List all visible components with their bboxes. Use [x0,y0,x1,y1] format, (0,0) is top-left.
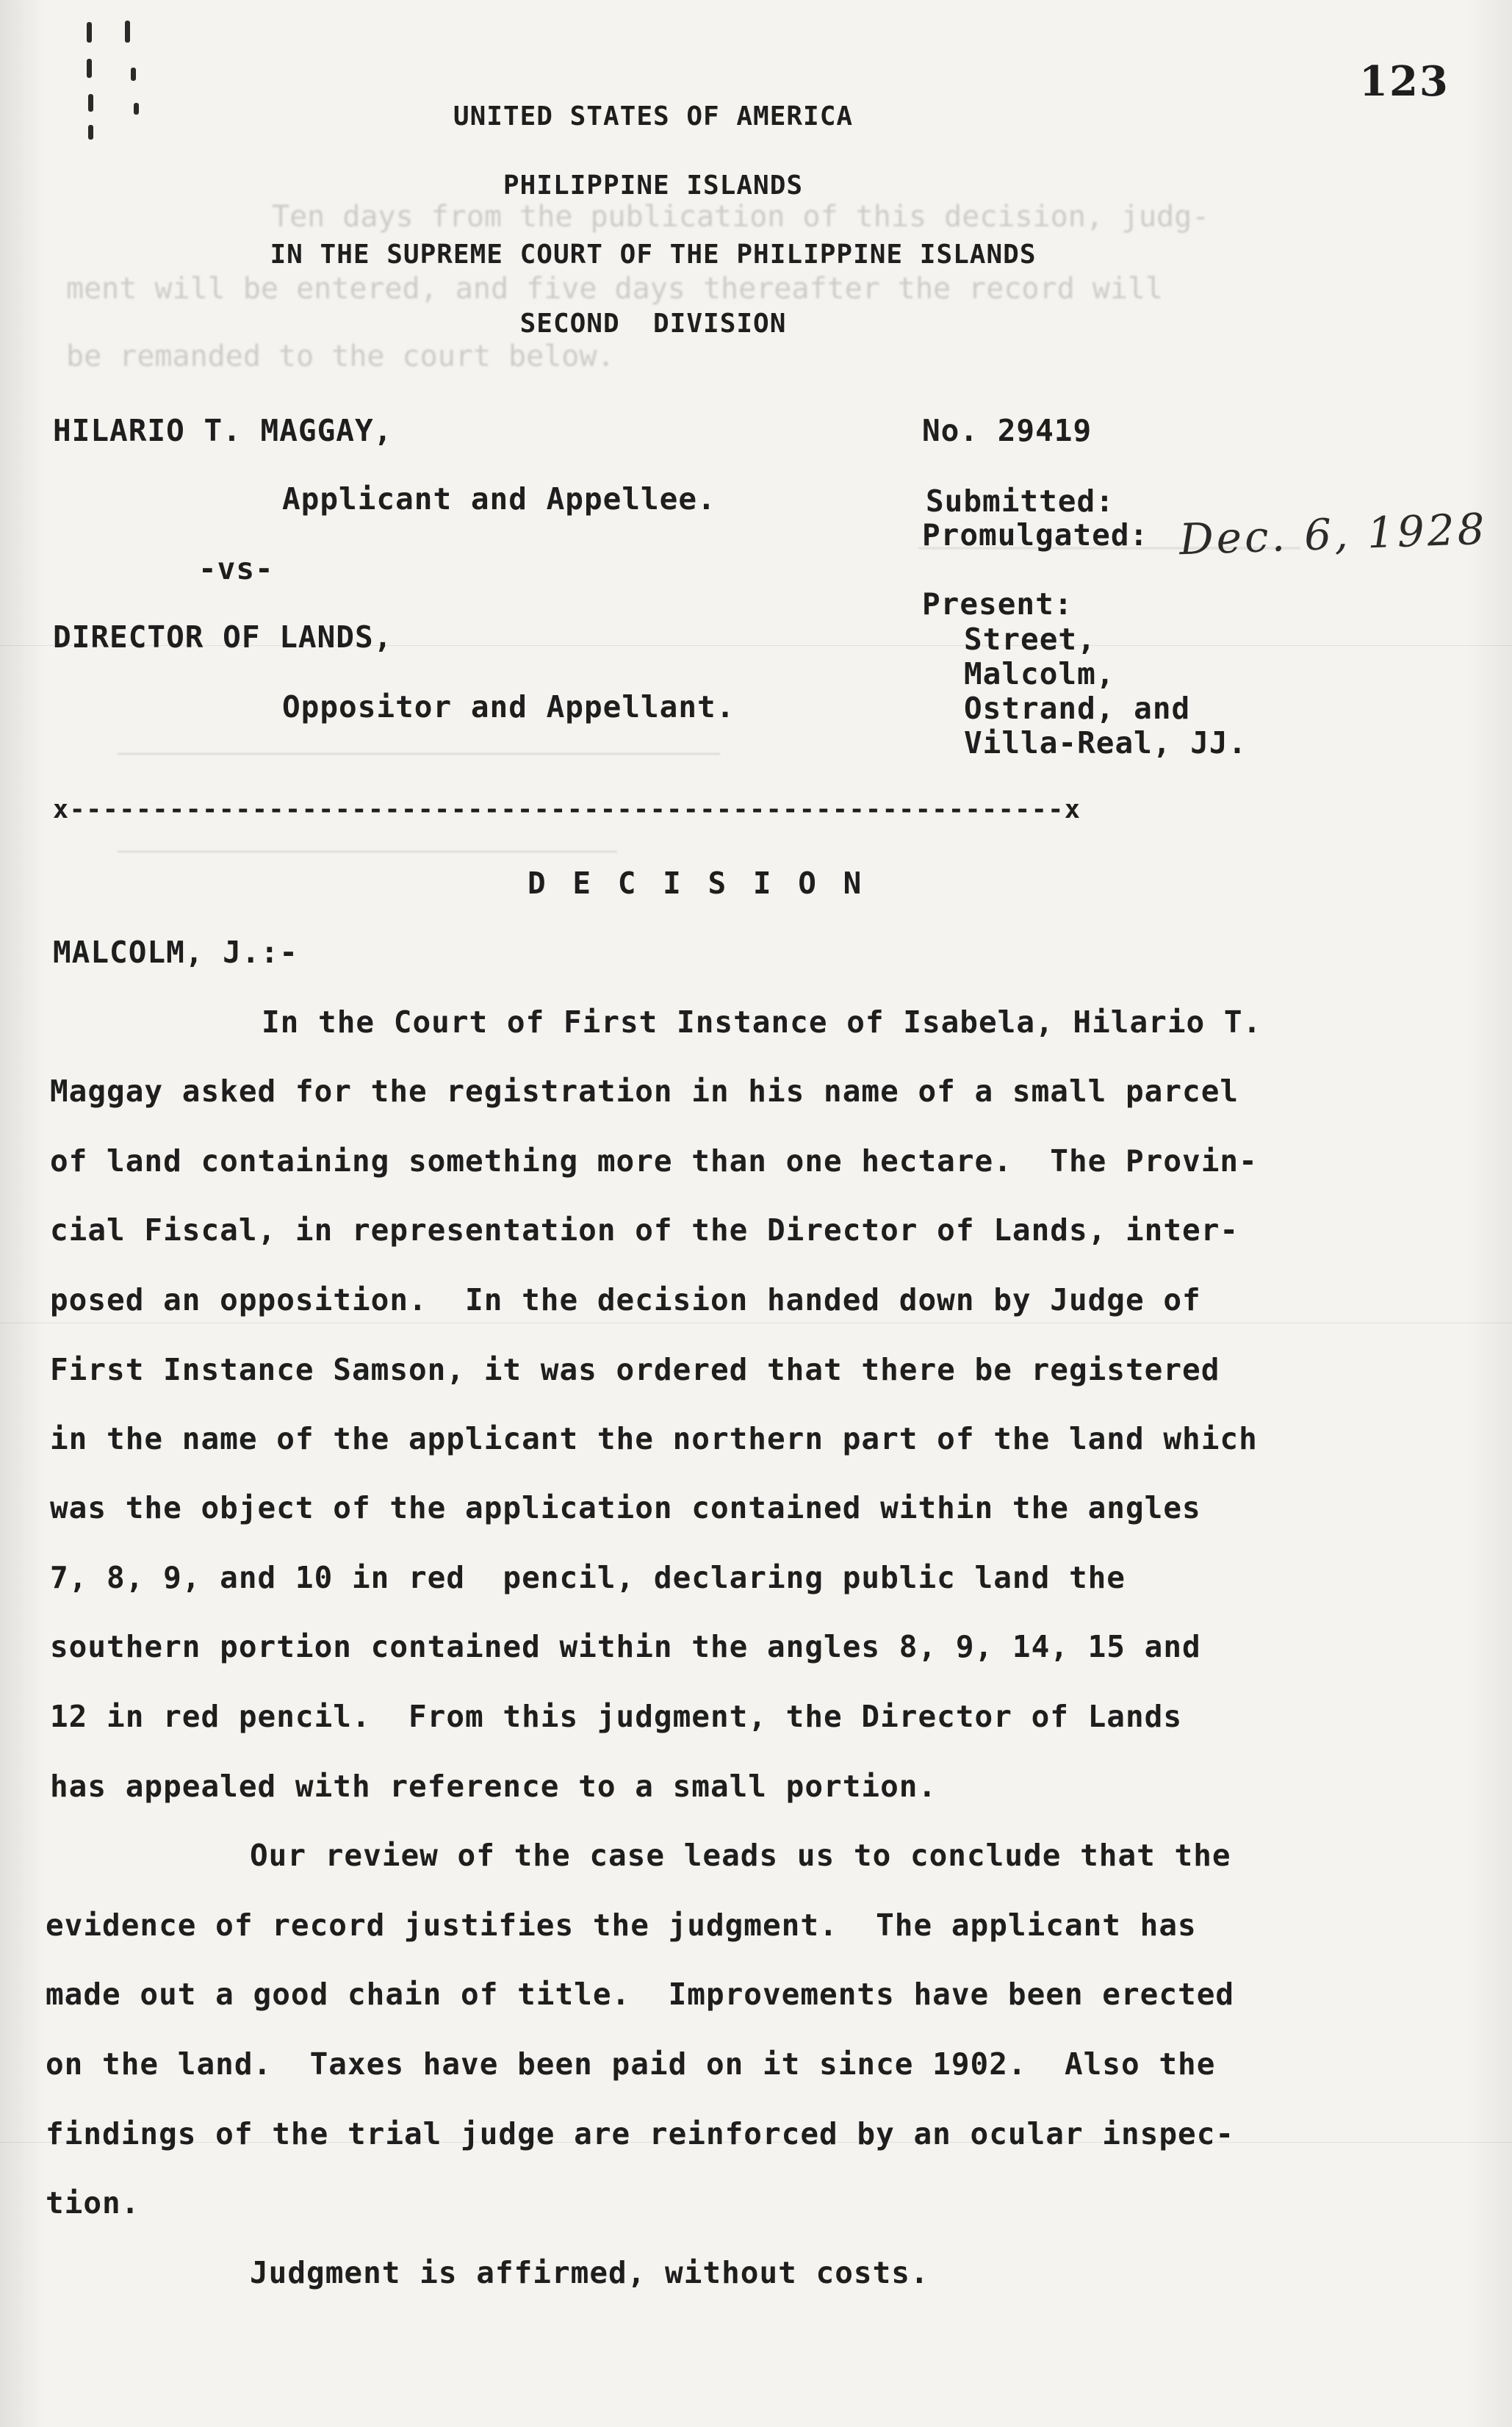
header-country: UNITED STATES OF AMERICA [453,101,854,132]
body-line: posed an opposition. In the decision handed down by Judge of [50,1282,1201,1317]
header-court: IN THE SUPREME COURT OF THE PHILIPPINE ISLANDS [270,240,1037,270]
body-line: was the object of the application contained within the angles [50,1490,1201,1525]
present-label: Present: [922,586,1073,622]
oppositor-name: DIRECTOR OF LANDS, [53,619,393,655]
body-line: tion. [46,2185,140,2221]
body-line: of land containing something more than one hectare. The Provin- [50,1143,1258,1179]
justice-ostrand: Ostrand, and [964,691,1191,726]
applicant-role: Applicant and Appellee. [282,481,716,517]
bleed-through-text: be remanded to the court below. [66,339,615,373]
body-line: made out a good chain of title. Improvements have been erected [46,1977,1235,2012]
body-line: Our review of the case leads us to conclude that the [250,1838,1231,1873]
case-number: No. 29419 [922,413,1092,448]
body-line: in the name of the applicant the northern part of the land which [50,1421,1258,1456]
oppositor-role: Oppositor and Appellant. [282,689,735,724]
body-line: southern portion contained within the angles 8, 9, 14, 15 and [50,1629,1201,1664]
justice-malcolm: Malcolm, [964,656,1115,691]
header-division: SECOND DIVISION [519,309,787,339]
body-line: evidence of record justifies the judgment. The applicant has [46,1908,1197,1943]
punch-mark [131,68,136,81]
bleed-through-rule [118,851,617,852]
page-number: 123 [1359,57,1450,106]
body-line: First Instance Samson, it was ordered that there be registered [50,1352,1220,1387]
punch-mark [87,59,92,78]
submitted-label: Submitted: [926,483,1115,519]
promulgated-date-handwritten: Dec. 6, 1928 [1178,503,1488,565]
header-islands: PHILIPPINE ISLANDS [503,170,804,201]
body-line: 7, 8, 9, and 10 in red pencil, declaring public land the [50,1560,1126,1595]
decision-title: D E C I S I O N [528,866,866,901]
promulgated-label: Promulgated: [922,517,1149,553]
body-line: has appealed with reference to a small portion. [50,1769,937,1804]
closing-line: Judgment is affirmed, without costs. [250,2255,929,2290]
decision-author: MALCOLM, J.:- [53,935,298,970]
body-line: on the land. Taxes have been paid on it since 1902. Also the [46,2046,1216,2082]
body-line: In the Court of First Instance of Isabela, Hilario T. [262,1004,1262,1040]
bleed-through-rule [118,753,720,755]
body-line: cial Fiscal, in representation of the Director of Lands, inter- [50,1212,1239,1248]
punch-mark [125,21,130,43]
justice-street: Street, [964,622,1096,657]
justice-villa-real: Villa-Real, JJ. [964,725,1248,761]
bleed-through-text: ment will be entered, and five days thereafter the record will [66,272,1164,306]
caption-separator: x------------------------------------------------------------x [53,795,1081,824]
punch-mark [87,22,92,43]
bleed-through-text: Ten days from the publication of this decision, judg- [272,200,1210,234]
applicant-name: HILARIO T. MAGGAY, [53,413,393,448]
body-line: 12 in red pencil. From this judgment, the Director of Lands [50,1699,1183,1734]
body-line: Maggay asked for the registration in his name of a small parcel [50,1074,1239,1109]
versus-label: -vs- [198,551,274,586]
body-line: findings of the trial judge are reinforced by an ocular inspec- [46,2116,1235,2151]
